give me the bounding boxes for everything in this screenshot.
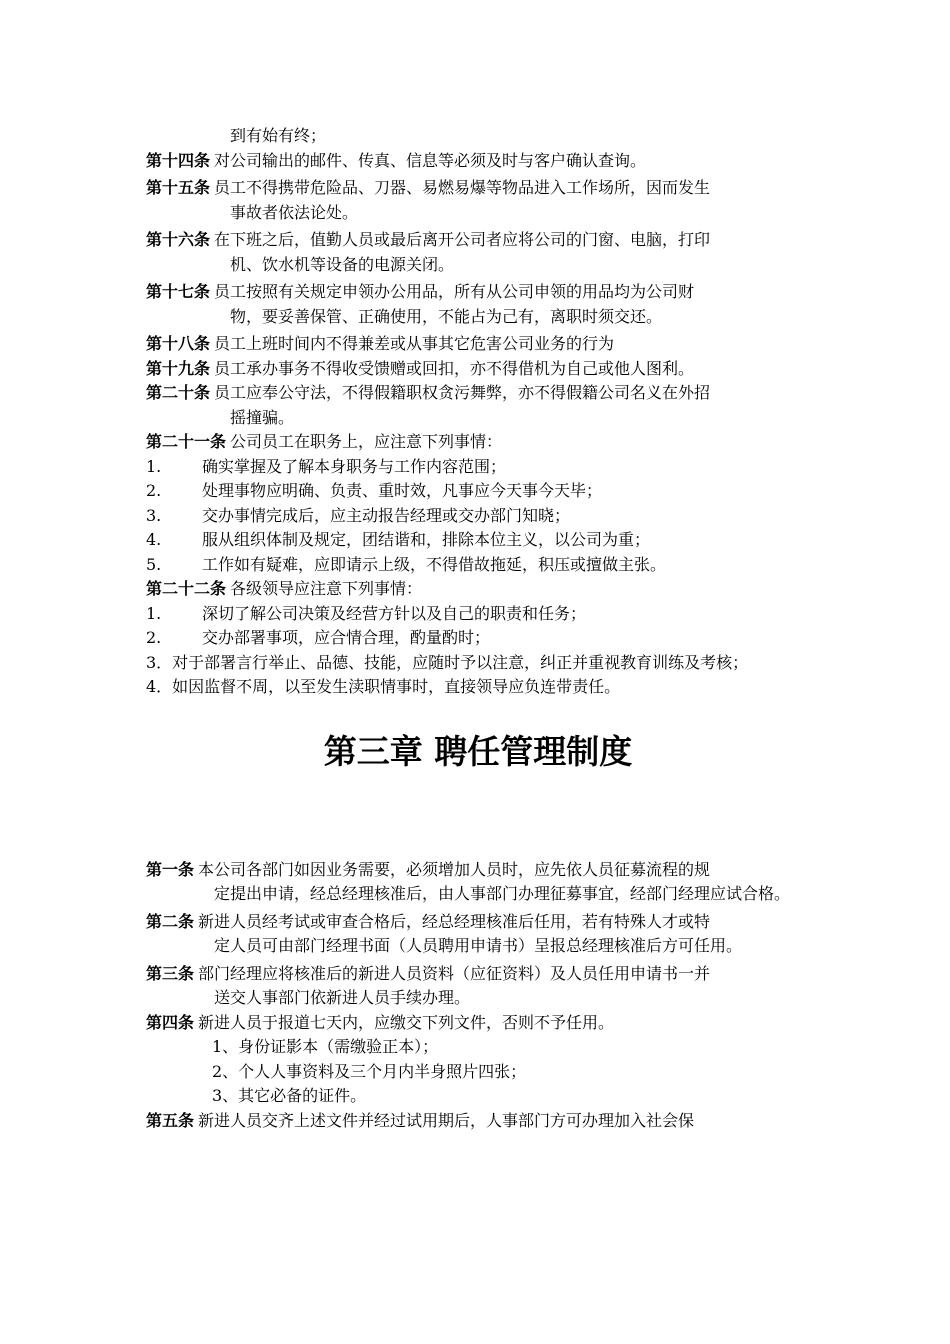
article-14 [146, 149, 810, 174]
article-label: 第二十一条 [146, 432, 227, 451]
article-text: 新进人员于报道七天内，应缴交下列文件，否则不予任用。 [198, 1012, 615, 1032]
article-text: 新进人员经考试或审查合格后，经总经理核准后任用，若有特殊人才或特 [198, 911, 711, 931]
article-label: 第三条 [146, 963, 195, 983]
list-number: 1. [146, 603, 162, 623]
article-continuation: 机、饮水机等设备的电源关闭。 [230, 254, 455, 274]
list-item [146, 455, 810, 480]
article-text: 员工承办事务不得收受馈赠或回扣，亦不得借机为自己或他人图利。 [214, 358, 695, 378]
list-item [146, 504, 810, 529]
list-number: 4. [146, 530, 162, 549]
article-18 [146, 332, 810, 357]
list-text: 深切了解公司决策及经营方针以及自己的职责和任务； [202, 603, 587, 623]
article-text: 员工应奉公守法，不得假籍职权贪污舞弊，亦不得假籍公司名义在外招 [214, 383, 711, 402]
article-label: 第十八条 [146, 334, 211, 353]
article-continuation: 物，要妥善保管、正确使用，不能占为己有，离职时须交还。 [230, 306, 663, 326]
article-label: 第十四条 [146, 150, 211, 170]
sub-item: 3、其它必备的证件。 [212, 1086, 367, 1105]
list-item [146, 626, 810, 651]
article-text: 在下班之后，值勤人员或最后离开公司者应将公司的门窗、电脑，打印 [214, 230, 711, 249]
article-1 [146, 858, 810, 883]
chapter-title: 第三章 聘任管理制度 [323, 731, 633, 771]
article-17 [146, 280, 810, 305]
article-label: 第四条 [146, 1012, 195, 1032]
article-label: 第二条 [146, 911, 195, 931]
list-item: 4．如因监督不周，以至发生渎职情事时，直接领导应负连带责任。 [146, 677, 621, 696]
article-3 [146, 962, 810, 987]
article-continuation: 定人员可由部门经理书面（人员聘用申请书）呈报总经理核准后方可任用。 [214, 936, 743, 955]
list-number: 2. [146, 481, 162, 500]
article-text: 部门经理应将核准后的新进人员资料（应征资料）及人员任用申请书一并 [198, 963, 711, 983]
list-item: 3．对于部署言行举止、品德、技能，应随时予以注意，纠正并重视教育训练及考核； [146, 652, 749, 672]
article-text: 员工上班时间内不得兼差或从事其它危害公司业务的行为 [214, 334, 615, 353]
article-label: 第十五条 [146, 178, 211, 197]
list-item [146, 602, 810, 627]
article-label: 第十六条 [146, 230, 211, 249]
sub-item: 1、身份证影本（需缴验正本）； [212, 1037, 439, 1056]
list-number: 1. [146, 456, 162, 476]
article-text: 公司员工在职务上，应注意下列事情： [230, 432, 503, 451]
article-16 [146, 228, 810, 253]
article-continuation: 事故者依法论处。 [230, 202, 359, 222]
sub-item: 2、个人人事资料及三个月内半身照片四张； [212, 1061, 527, 1081]
article-label: 第十九条 [146, 358, 211, 378]
article-2 [146, 910, 810, 935]
article-text: 新进人员交齐上述文件并经过试用期后，人事部门方可办理加入社会保 [198, 1110, 695, 1130]
list-item [146, 528, 810, 553]
article-text: 各级领导应注意下列事情： [230, 579, 423, 598]
list-text: 工作如有疑难，应即请示上级，不得借故拖延，积压或擅做主张。 [202, 554, 667, 574]
article-label: 第十七条 [146, 282, 211, 301]
article-text: 员工不得携带危险品、刀器、易燃易爆等物品进入工作场所，因而发生 [214, 178, 711, 197]
article-label: 第一条 [146, 859, 195, 879]
article-text: 本公司各部门如因业务需要，必须增加人员时，应先依人员征募流程的规 [198, 859, 711, 879]
article-5 [146, 1109, 810, 1134]
list-number: 2. [146, 628, 162, 647]
list-text: 确实掌握及了解本身职务与工作内容范围； [202, 456, 507, 476]
article-text: 员工按照有关规定申领办公用品，所有从公司申领的用品均为公司财 [214, 282, 695, 301]
article-continuation: 送交人事部门依新进人员手续办理。 [214, 988, 471, 1007]
article-label: 第二十二条 [146, 579, 227, 598]
list-text: 服从组织体制及规定，团结谐和，排除本位主义，以公司为重； [202, 530, 651, 549]
article-15 [146, 176, 810, 201]
list-item [146, 553, 810, 578]
list-text: 交办部署事项，应合情合理，酌量酌时； [202, 628, 491, 647]
article-continuation: 摇撞骗。 [230, 407, 295, 427]
list-text: 交办事情完成后，应主动报告经理或交办部门知晓； [202, 505, 571, 525]
article-22 [146, 577, 810, 602]
list-number: 5. [146, 554, 162, 574]
list-text: 处理事物应明确、负责、重时效，凡事应今天事今天毕； [202, 481, 603, 500]
article-continuation: 定提出申请，经总经理核准后，由人事部门办理征募事宜，经部门经理应试合格。 [214, 884, 791, 903]
article-20 [146, 381, 810, 406]
article-text: 对公司输出的邮件、传真、信息等必须及时与客户确认查询。 [214, 150, 647, 170]
article-4 [146, 1011, 810, 1036]
article-19 [146, 357, 810, 382]
list-number: 3. [146, 505, 162, 525]
list-item [146, 479, 810, 504]
continuation-line: 到有始有终； [230, 126, 327, 145]
document-page [146, 124, 810, 1133]
article-label: 第五条 [146, 1110, 195, 1130]
article-21 [146, 430, 810, 455]
article-label: 第二十条 [146, 383, 211, 402]
